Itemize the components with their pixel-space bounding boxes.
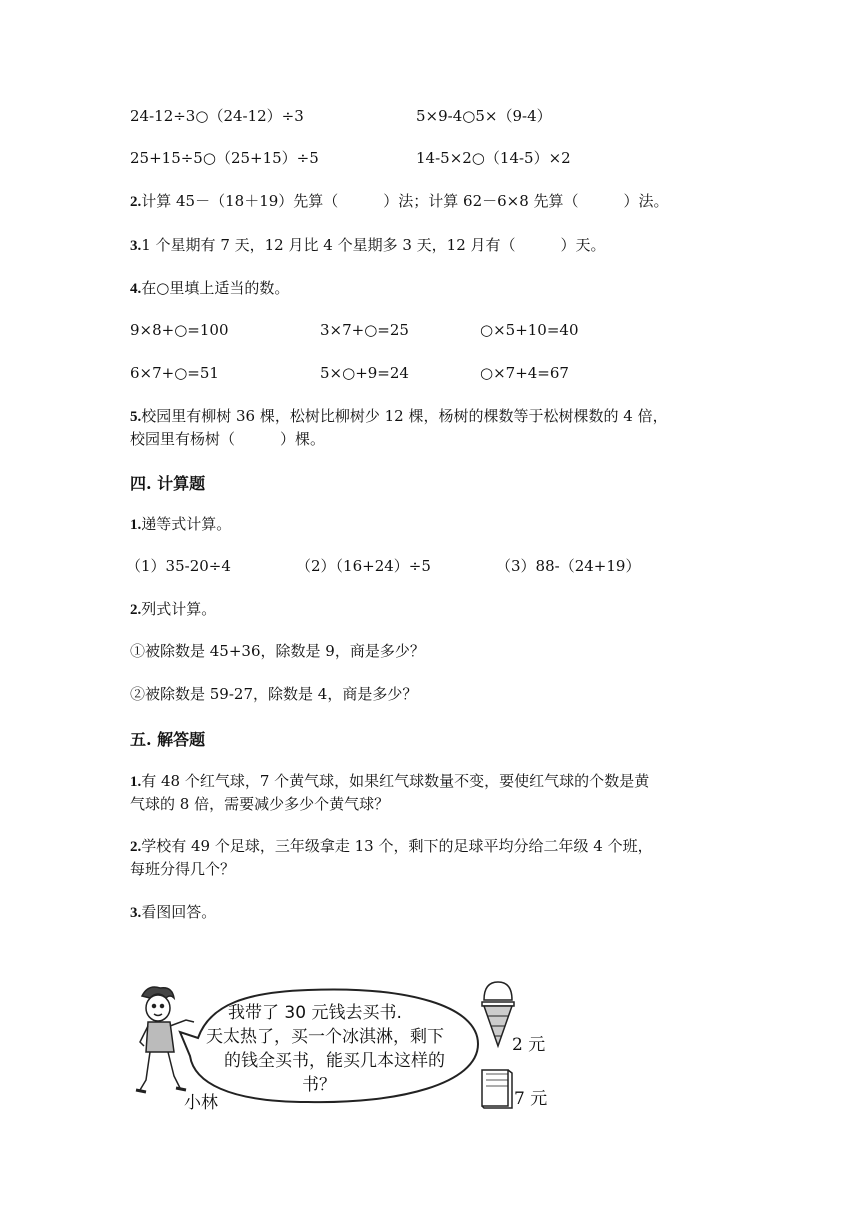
bubble-line: 天太热了，买一个冰淇淋，剩下 [206, 1027, 444, 1047]
compare-expr: 14-5×2○（14-5）×2 [416, 149, 571, 167]
question-1-cont: 气球的 8 倍，需要减少多少个黄气球？ [130, 795, 390, 813]
sub-question: ①被除数是 45+36，除数是 9，商是多少？ [130, 642, 425, 660]
fill-expr: ○×7+4=67 [480, 364, 569, 382]
question-5 [130, 406, 668, 427]
question-text: 有 48 个红气球，7 个黄气球，如果红气球数量不变，要使红气球的个数是黄 [141, 772, 650, 790]
book-price: 7 元 [514, 1089, 548, 1109]
compare-expr: 5×9-4○5×（9-4） [416, 107, 552, 125]
word-problem-figure [128, 976, 568, 1116]
bubble-line: 我带了 30 元钱去买书. [228, 1003, 402, 1023]
section-heading: 四. 计算题 [130, 474, 206, 493]
question-3 [130, 235, 606, 256]
question-2-cont: 每班分得几个？ [130, 860, 236, 878]
question-2 [130, 836, 653, 857]
question-number: 4. [130, 281, 142, 297]
bubble-line: 书？ [302, 1075, 336, 1095]
question-number: 2. [130, 194, 142, 210]
question-3 [130, 902, 216, 923]
question-text: 看图回答。 [141, 903, 217, 921]
question-text: 校园里有柳树 36 棵，松树比柳树少 12 棵，杨树的棵数等于松树棵数的 4 倍， [141, 407, 668, 425]
question-text: 在○里填上适当的数。 [141, 279, 290, 297]
fill-expr: 9×8+○=100 [130, 321, 229, 339]
sub-question: ②被除数是 59-27，除数是 4，商是多少？ [130, 685, 418, 703]
question-text: 1 个星期有 7 天，12 月比 4 个星期多 3 天，12 月有（ ）天。 [141, 236, 606, 254]
question-text: 列式计算。 [141, 600, 217, 618]
question-1 [130, 514, 231, 535]
question-number: 5. [130, 409, 142, 425]
fill-expr: 6×7+○=51 [130, 364, 219, 382]
book-icon [482, 1070, 512, 1108]
question-number: 1. [130, 517, 142, 533]
ice-cream-price: 2 元 [512, 1035, 546, 1055]
compare-expr: 24-12÷3○（24-12）÷3 [130, 107, 304, 125]
calc-item: （3）88-（24+19） [496, 557, 641, 575]
fill-expr: ○×5+10=40 [480, 321, 579, 339]
fill-expr: 5×○+9=24 [320, 364, 409, 382]
question-text: 学校有 49 个足球，三年级拿走 13 个，剩下的足球平均分给二年级 4 个班， [141, 837, 653, 855]
question-2 [130, 191, 669, 212]
question-number: 3. [130, 238, 142, 254]
question-number: 2. [130, 602, 142, 618]
calc-item: （1）35-20÷4 [126, 557, 231, 575]
question-4 [130, 278, 289, 299]
ice-cream-icon [482, 982, 514, 1046]
question-5-cont: 校园里有杨树（ ）棵。 [130, 430, 326, 448]
bubble-line: 的钱全买书，能买几本这样的 [224, 1051, 445, 1071]
question-2 [130, 599, 216, 620]
boy-name: 小林 [184, 1093, 218, 1113]
section-heading: 五. 解答题 [130, 730, 206, 749]
question-number: 2. [130, 839, 142, 855]
calc-item: （2）（16+24）÷5 [296, 557, 431, 575]
fill-expr: 3×7+○=25 [320, 321, 409, 339]
question-text: 递等式计算。 [141, 515, 232, 533]
question-1 [130, 771, 649, 792]
compare-expr: 25+15÷5○（25+15）÷5 [130, 149, 319, 167]
question-text: 计算 45－（18＋19）先算（ ）法；计算 62－6×8 先算（ ）法。 [141, 192, 669, 210]
question-number: 1. [130, 774, 142, 790]
question-number: 3. [130, 905, 142, 921]
